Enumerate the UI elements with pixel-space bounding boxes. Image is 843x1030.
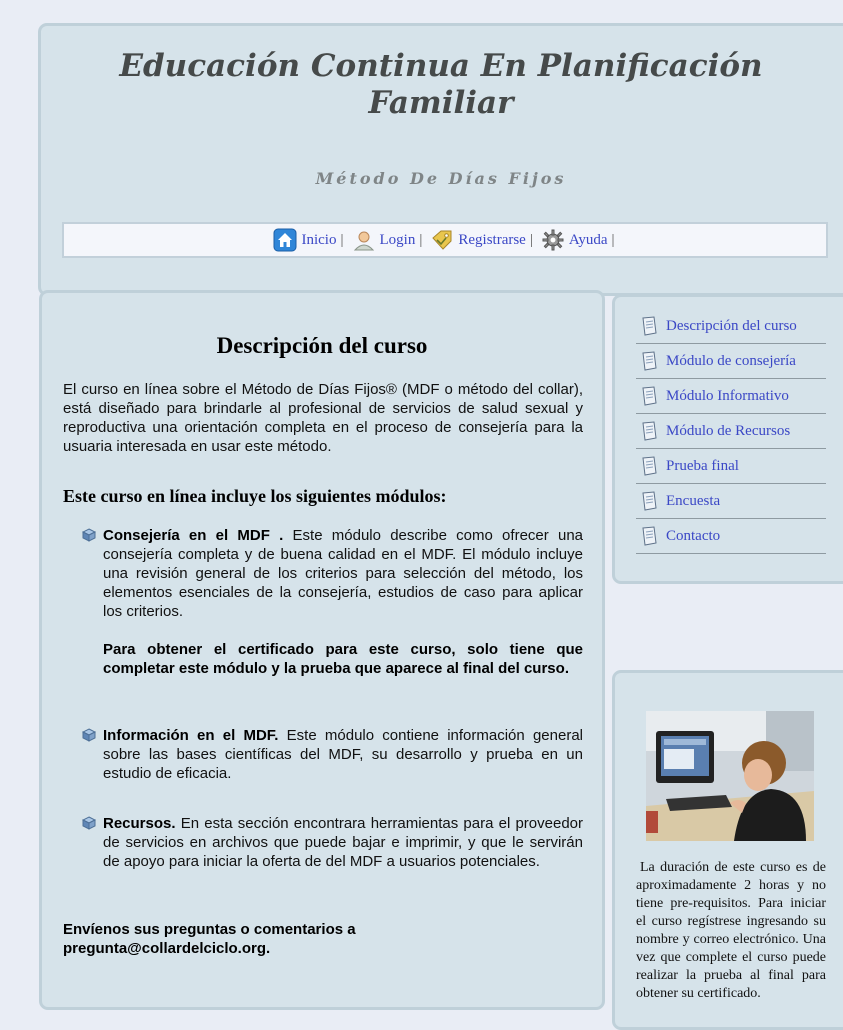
module-description: Este módulo describe como ofrecer una consejería completa y de buena calidad en el MDF. El módulo incluye una revisión general de los criterios para selección del método, los elementos esenciales de la consejería, estudios de caso para aplicar los criterios. [103,527,584,620]
site-title: Educación Continua En Planificación Familiar [119,48,763,121]
cube-bullet-icon [82,528,96,542]
side-menu-link[interactable]: Módulo Informativo [666,387,789,404]
nav-item-ayuda[interactable] [541,228,617,252]
module-description: En esta sección encontrara herramientas para el proveedor de servicios en archivos que puede bajar e imprimir, y que le servirán de apoyo para iniciar la oferta de del MDF a usuarios potenciales. [103,815,583,870]
side-info-panel [612,670,843,1030]
document-icon [640,526,658,546]
module-item-consejeria [82,526,583,678]
side-menu [636,309,826,554]
module-item-recursos [82,814,583,871]
module-name: Consejería en el MDF . [103,527,284,544]
contact-email: pregunta@collardelciclo.org. [63,940,271,957]
nav-link-inicio[interactable]: Inicio [301,231,337,248]
module-item-informacion [82,726,583,783]
contact-text [63,920,583,958]
module-name: Recursos. [103,815,176,832]
nav-link-login[interactable]: Login [379,231,416,248]
side-menu-link[interactable]: Contacto [666,527,721,544]
module-description: Este módulo contiene información general sobre las bases científicas del MDF, su desarrollo y prueba en un estudio de eficacia. [103,727,583,782]
document-icon [640,491,658,511]
side-menu-item-informativo[interactable] [636,379,826,414]
side-menu-item-contacto[interactable] [636,519,826,554]
cube-bullet-icon [82,816,96,830]
side-menu-item-prueba-final[interactable] [636,449,826,484]
user-icon [352,228,376,252]
certificate-note: Para obtener el certificado para este curso, solo tiene que completar este módulo y la prueba que aparece al final del curso. [103,641,583,677]
nav-separator: | [419,231,423,248]
nav-separator: | [529,231,533,248]
side-menu-item-recursos[interactable] [636,414,826,449]
side-menu-link[interactable]: Módulo de consejería [666,352,796,369]
page-title: Descripción del curso [216,333,428,358]
top-nav [62,222,828,258]
document-icon [640,456,658,476]
nav-link-registrarse[interactable]: Registrarse [458,231,526,248]
header-panel [38,23,843,296]
side-menu-link[interactable]: Descripción del curso [666,317,797,334]
cube-bullet-icon [82,728,96,742]
nav-item-registrarse[interactable] [430,228,535,252]
side-menu-link[interactable]: Prueba final [666,457,739,474]
side-menu-item-consejeria[interactable] [636,344,826,379]
side-menu-link[interactable]: Módulo de Recursos [666,422,791,439]
nav-item-login[interactable] [352,228,425,252]
student-at-computer-photo [646,711,814,841]
register-tag-icon [430,228,454,252]
contact-prefix: Envíenos sus preguntas o comentarios a [63,921,356,938]
document-icon [640,386,658,406]
side-menu-panel [612,294,843,584]
nav-link-ayuda[interactable]: Ayuda [568,231,608,248]
intro-paragraph: El curso en línea sobre el Método de Días Fijos® (MDF o método del collar), está diseñado para brindarle al profesional de servicios de salud sexual y reproductiva una orientación completa en el proceso de consejería para la usuaria interesada en usar este método. [63,381,583,455]
module-name: Información en el MDF. [103,727,279,744]
side-menu-item-encuesta[interactable] [636,484,826,519]
nav-item-inicio[interactable] [273,228,345,252]
nav-separator: | [611,231,615,248]
gear-icon [541,228,565,252]
site-subtitle: Método De Días Fijos [315,169,567,188]
modules-heading: Este curso en línea incluye los siguientes módulos: [63,486,447,506]
document-icon [640,351,658,371]
nav-separator: | [340,231,344,248]
course-info-text: La duración de este curso es de aproximadamente 2 horas y no tiene pre-requisitos. Para iniciar el curso regístrese ingresando su nombre y correo electrónico. Una vez que complete el curso puede realizar la prueba al final para obtener su certificado. [636,860,826,1001]
home-icon [273,228,297,252]
side-menu-link[interactable]: Encuesta [666,492,721,509]
side-menu-item-descripcion[interactable] [636,309,826,344]
document-icon [640,421,658,441]
main-content-panel [39,290,605,1010]
document-icon [640,316,658,336]
